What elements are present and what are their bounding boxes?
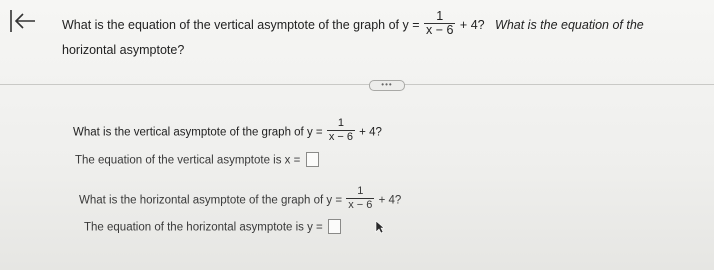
part-1-numerator: 1: [327, 117, 355, 131]
vertical-asymptote-answer-input[interactable]: [306, 152, 319, 167]
question-line-1: [62, 9, 644, 39]
part-3-suffix: + 4?: [378, 194, 402, 207]
back-arrow-icon[interactable]: [7, 6, 37, 36]
part-3-denominator: x − 6: [348, 199, 373, 211]
part-4-answer-line: [84, 220, 341, 235]
section-divider: [0, 84, 714, 85]
part-3-fraction: [346, 185, 374, 212]
part-1-denominator: x − 6: [328, 131, 353, 143]
part-4-prefix: The equation of the horizontal asymptote is y =: [84, 221, 323, 234]
question-fraction-numerator: 1: [424, 10, 455, 24]
part-1-fraction: [327, 117, 355, 144]
question-tail: What is the equation of the: [495, 17, 644, 32]
question-prefix: What is the equation of the vertical asymptote of the graph of y =: [62, 17, 420, 32]
question-suffix: + 4?: [459, 17, 485, 32]
expand-handle[interactable]: •••: [369, 80, 405, 91]
question-fraction-denominator: x − 6: [425, 23, 454, 37]
part-2-prefix: The equation of the vertical asymptote is x =: [75, 154, 301, 167]
part-3-question: [79, 187, 401, 214]
part-1-question: [73, 119, 382, 146]
mouse-cursor-icon: [375, 220, 385, 234]
part-2-answer-line: [75, 153, 319, 168]
part-1-suffix: + 4?: [359, 126, 382, 139]
part-1-prefix: What is the vertical asymptote of the graph of y =: [73, 126, 323, 139]
horizontal-asymptote-answer-input[interactable]: [328, 219, 341, 234]
part-3-numerator: 1: [346, 185, 374, 199]
question-line-2: horizontal asymptote?: [62, 43, 185, 57]
question-fraction: [424, 10, 455, 37]
part-3-prefix: What is the horizontal asymptote of the graph of y =: [79, 194, 343, 207]
